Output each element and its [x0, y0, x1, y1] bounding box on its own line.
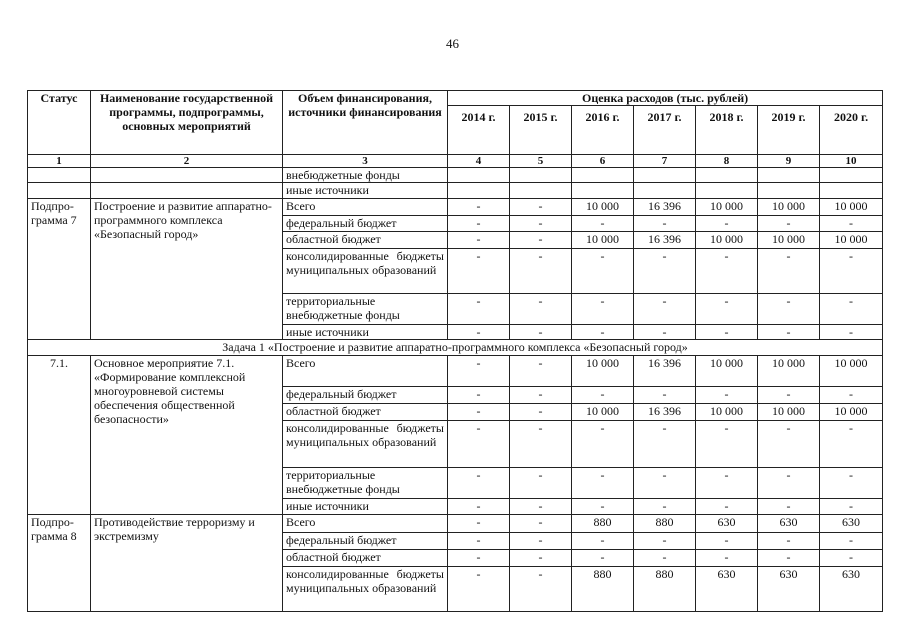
column-numbers-row — [28, 155, 883, 168]
value-cell: 10 000 — [696, 404, 758, 421]
value-cell: 880 — [572, 515, 634, 533]
page-number: 46 — [446, 36, 459, 51]
value-cell: 880 — [572, 567, 634, 612]
value-cell: - — [510, 468, 572, 499]
funding-source: областной бюджет — [283, 232, 448, 249]
column-number: 1 — [28, 155, 91, 168]
status-cell — [28, 168, 91, 183]
value-cell: - — [510, 249, 572, 294]
funding-source: областной бюджет — [283, 550, 448, 567]
value-cell: - — [448, 356, 510, 387]
value-cell — [510, 183, 572, 199]
value-cell: 630 — [696, 515, 758, 533]
column-number: 2 — [91, 155, 283, 168]
task-row — [28, 340, 883, 356]
value-cell: - — [510, 567, 572, 612]
value-cell: - — [572, 216, 634, 232]
value-cell — [820, 168, 883, 183]
table-row — [28, 183, 883, 199]
status-cell — [28, 183, 91, 199]
value-cell: 630 — [758, 567, 820, 612]
value-cell: 10 000 — [696, 199, 758, 216]
value-cell: - — [758, 294, 820, 325]
value-cell: - — [820, 533, 883, 550]
status-cell: Подпро-грамма 8 — [28, 515, 91, 612]
value-cell — [696, 183, 758, 199]
value-cell: 10 000 — [820, 404, 883, 421]
value-cell: - — [758, 533, 820, 550]
column-number: 6 — [572, 155, 634, 168]
value-cell: - — [448, 421, 510, 468]
funding-source: федеральный бюджет — [283, 387, 448, 404]
value-cell: - — [634, 421, 696, 468]
value-cell: 10 000 — [758, 356, 820, 387]
table-row — [28, 515, 883, 533]
funding-source: территориальные внебюджетные фонды — [283, 468, 448, 499]
funding-source: Всего — [283, 199, 448, 216]
value-cell: - — [696, 468, 758, 499]
value-cell: - — [820, 249, 883, 294]
value-cell: 880 — [634, 515, 696, 533]
column-number: 4 — [448, 155, 510, 168]
year-header: 2015 г. — [510, 106, 572, 155]
task-title: Задача 1 «Построение и развитие аппаратно-программного комплекса «Безопасный город» — [28, 340, 883, 356]
header-row — [28, 91, 883, 106]
value-cell: - — [448, 404, 510, 421]
value-cell: 630 — [758, 515, 820, 533]
value-cell: - — [448, 550, 510, 567]
value-cell: - — [820, 294, 883, 325]
value-cell: - — [510, 199, 572, 216]
column-number: 9 — [758, 155, 820, 168]
value-cell: 10 000 — [758, 232, 820, 249]
value-cell: - — [758, 468, 820, 499]
header-funding: Объем финансирования, источники финансирования — [283, 91, 448, 155]
value-cell — [758, 168, 820, 183]
value-cell: - — [820, 216, 883, 232]
value-cell: 630 — [820, 515, 883, 533]
value-cell: - — [510, 325, 572, 340]
value-cell: - — [448, 216, 510, 232]
value-cell — [696, 168, 758, 183]
value-cell: - — [634, 499, 696, 515]
value-cell: - — [510, 533, 572, 550]
value-cell: - — [634, 294, 696, 325]
value-cell: - — [758, 325, 820, 340]
value-cell: 16 396 — [634, 404, 696, 421]
value-cell: - — [510, 421, 572, 468]
value-cell: - — [696, 249, 758, 294]
value-cell: 10 000 — [696, 232, 758, 249]
funding-source: иные источники — [283, 325, 448, 340]
year-header: 2017 г. — [634, 106, 696, 155]
value-cell: 16 396 — [634, 232, 696, 249]
funding-source: иные источники — [283, 499, 448, 515]
value-cell: - — [634, 533, 696, 550]
funding-source: консолидированные бюджеты муниципальных образований — [283, 249, 448, 294]
value-cell: - — [758, 421, 820, 468]
value-cell: - — [448, 232, 510, 249]
value-cell: - — [448, 294, 510, 325]
funding-source: консолидированные бюджеты муниципальных образований — [283, 567, 448, 612]
header-name: Наименование государственной программы, подпрограммы, основных мероприятий — [91, 91, 283, 155]
value-cell: - — [634, 249, 696, 294]
value-cell: - — [572, 499, 634, 515]
value-cell: - — [448, 199, 510, 216]
value-cell: 10 000 — [820, 199, 883, 216]
value-cell — [572, 183, 634, 199]
name-cell: Основное мероприятие 7.1. «Формирование комплексной многоуровневой системы обеспечения общественной безопасности» — [91, 356, 283, 515]
value-cell: - — [510, 515, 572, 533]
name-cell — [91, 168, 283, 183]
year-header: 2014 г. — [448, 106, 510, 155]
funding-source: Всего — [283, 515, 448, 533]
value-cell: 630 — [820, 567, 883, 612]
value-cell: - — [758, 249, 820, 294]
table-row — [28, 356, 883, 387]
value-cell: 16 396 — [634, 356, 696, 387]
year-header: 2016 г. — [572, 106, 634, 155]
column-number: 5 — [510, 155, 572, 168]
value-cell: - — [634, 468, 696, 499]
value-cell: - — [820, 325, 883, 340]
value-cell: - — [572, 468, 634, 499]
value-cell: - — [758, 550, 820, 567]
column-number: 7 — [634, 155, 696, 168]
value-cell: - — [510, 356, 572, 387]
budget-table — [27, 90, 883, 612]
funding-source: областной бюджет — [283, 404, 448, 421]
value-cell: - — [820, 499, 883, 515]
value-cell: - — [820, 421, 883, 468]
table-row — [28, 168, 883, 183]
value-cell: 10 000 — [696, 356, 758, 387]
funding-source: территориальные внебюджетные фонды — [283, 294, 448, 325]
table-row — [28, 199, 883, 216]
value-cell: 10 000 — [758, 404, 820, 421]
funding-source: федеральный бюджет — [283, 533, 448, 550]
year-header: 2020 г. — [820, 106, 883, 155]
value-cell: - — [572, 421, 634, 468]
value-cell: - — [448, 249, 510, 294]
year-header: 2018 г. — [696, 106, 758, 155]
column-number: 8 — [696, 155, 758, 168]
value-cell: - — [510, 387, 572, 404]
value-cell: - — [448, 499, 510, 515]
value-cell: - — [696, 421, 758, 468]
value-cell: 10 000 — [572, 404, 634, 421]
funding-source: иные источники — [283, 183, 448, 199]
value-cell: - — [510, 404, 572, 421]
value-cell: - — [696, 550, 758, 567]
value-cell: 880 — [634, 567, 696, 612]
value-cell: - — [758, 216, 820, 232]
value-cell: - — [696, 294, 758, 325]
status-cell: Подпро-грамма 7 — [28, 199, 91, 340]
value-cell: - — [634, 387, 696, 404]
value-cell: 10 000 — [572, 232, 634, 249]
value-cell: - — [696, 387, 758, 404]
funding-source: Всего — [283, 356, 448, 387]
value-cell: - — [448, 387, 510, 404]
value-cell: - — [634, 216, 696, 232]
value-cell: - — [634, 550, 696, 567]
value-cell: - — [572, 325, 634, 340]
value-cell: - — [572, 533, 634, 550]
value-cell: - — [758, 387, 820, 404]
value-cell — [572, 168, 634, 183]
value-cell: - — [448, 567, 510, 612]
value-cell: 16 396 — [634, 199, 696, 216]
value-cell: - — [510, 216, 572, 232]
value-cell: 10 000 — [820, 232, 883, 249]
column-number: 3 — [283, 155, 448, 168]
status-cell: 7.1. — [28, 356, 91, 515]
value-cell — [634, 183, 696, 199]
funding-source: федеральный бюджет — [283, 216, 448, 232]
value-cell: - — [510, 294, 572, 325]
value-cell: - — [510, 499, 572, 515]
funding-source: консолидированные бюджеты муниципальных образований — [283, 421, 448, 468]
name-cell: Построение и развитие аппаратно-программного комплекса «Безопасный город» — [91, 199, 283, 340]
column-number: 10 — [820, 155, 883, 168]
value-cell — [448, 183, 510, 199]
value-cell: 10 000 — [758, 199, 820, 216]
name-cell: Противодействие терроризму и экстремизму — [91, 515, 283, 612]
value-cell: 10 000 — [820, 356, 883, 387]
funding-source: внебюджетные фонды — [283, 168, 448, 183]
value-cell: - — [510, 232, 572, 249]
value-cell — [634, 168, 696, 183]
value-cell: - — [758, 499, 820, 515]
table-body — [28, 168, 883, 612]
header-status: Статус — [28, 91, 91, 155]
value-cell: - — [572, 550, 634, 567]
value-cell: - — [696, 533, 758, 550]
value-cell: 10 000 — [572, 199, 634, 216]
value-cell: - — [572, 387, 634, 404]
value-cell: - — [510, 550, 572, 567]
value-cell — [510, 168, 572, 183]
year-header: 2019 г. — [758, 106, 820, 155]
value-cell — [820, 183, 883, 199]
value-cell: - — [634, 325, 696, 340]
value-cell: - — [820, 468, 883, 499]
value-cell: - — [448, 325, 510, 340]
name-cell — [91, 183, 283, 199]
value-cell: - — [448, 533, 510, 550]
header-estimate: Оценка расходов (тыс. рублей) — [448, 91, 883, 106]
value-cell: - — [820, 550, 883, 567]
value-cell: - — [572, 294, 634, 325]
value-cell: - — [820, 387, 883, 404]
value-cell: - — [696, 216, 758, 232]
value-cell: 10 000 — [572, 356, 634, 387]
value-cell: - — [448, 468, 510, 499]
value-cell — [448, 168, 510, 183]
value-cell: - — [696, 499, 758, 515]
value-cell: 630 — [696, 567, 758, 612]
value-cell: - — [448, 515, 510, 533]
value-cell: - — [572, 249, 634, 294]
value-cell — [758, 183, 820, 199]
value-cell: - — [696, 325, 758, 340]
